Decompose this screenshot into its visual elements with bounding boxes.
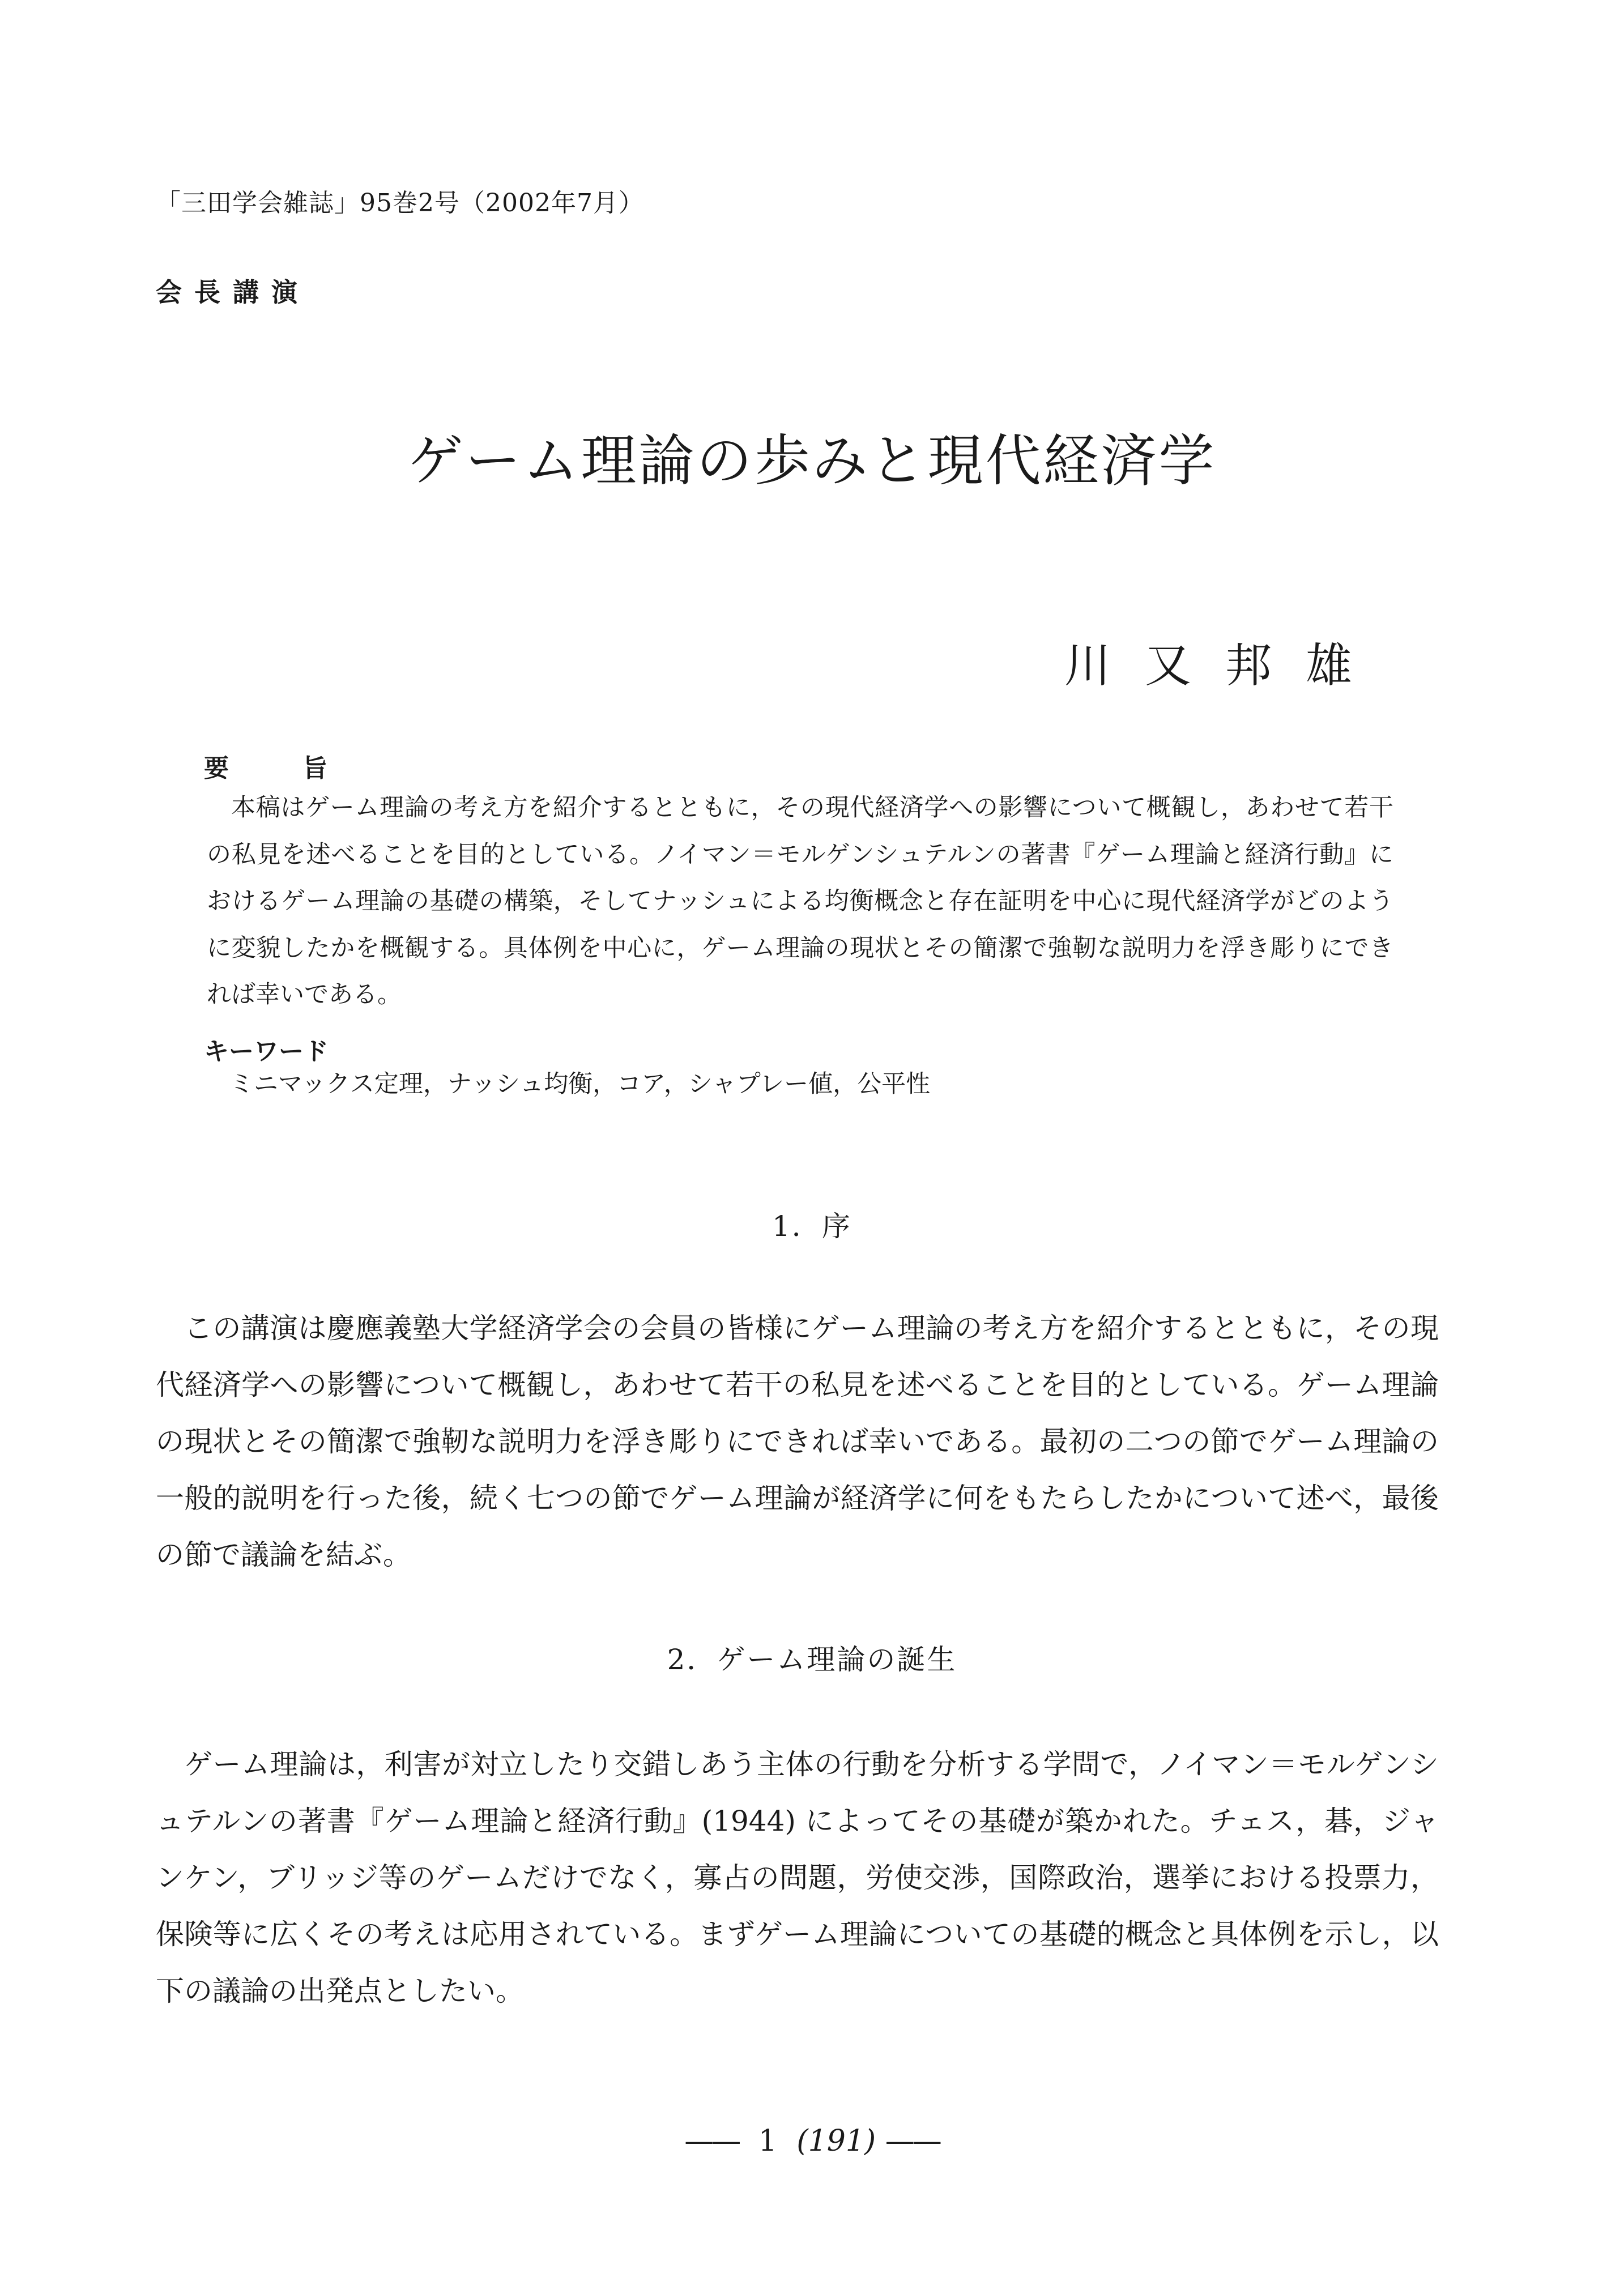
page-number: 1 xyxy=(758,2124,777,2158)
paper-title: ゲーム理論の歩みと現代経済学 xyxy=(407,429,1217,493)
keywords-list: ミニマックス定理，ナッシュ均衡，コア，シャプレー値，公平性 xyxy=(229,1070,931,1098)
page-footer xyxy=(0,2124,1624,2158)
keywords-heading: キーワード xyxy=(204,1037,329,1066)
abstract-body: 本稿はゲーム理論の考え方を紹介するとともに，その現代経済学への影響について概観し，あわせて若干の私見を述べることを目的としている。ノイマン＝モルゲンシュテルンの著書『ゲーム理論と経済行動』におけるゲーム理論の基礎の構築，そしてナッシュによる均衡概念と存在証明を中心に現代経済学がどのように変貌したかを概観する。具体例を中心に，ゲーム理論の現状とその簡潔で強靭な説明力を浮き彫りにできれば幸いである。 xyxy=(207,794,1393,1009)
journal-citation: 「三田学会雑誌」95巻2号（2002年7月） xyxy=(156,189,644,218)
section-heading-introduction: 1．序 xyxy=(772,1210,852,1243)
section-body-introduction: この講演は慶應義塾大学経済学会の会員の皆様にゲーム理論の考え方を紹介するとともに，その現代経済学への影響について概観し，あわせて若干の私見を述べることを目的としている。ゲーム理論の現状とその簡潔で強靭な説明力を浮き彫りにできれば幸いである。最初の二つの節でゲーム理論の一般的説明を行った後，続く七つの節でゲーム理論が経済学に何をもたらしたかについて述べ，最後の節で議論を結ぶ。 xyxy=(156,1312,1439,1571)
footer-dash-left: —— xyxy=(684,2124,739,2158)
abstract-heading: 要旨 xyxy=(204,754,401,783)
section-body-birth-of-game-theory: ゲーム理論は，利害が対立したり交錯しあう主体の行動を分析する学問で，ノイマン＝モルゲンシュテルンの著書『ゲーム理論と経済行動』(1944) によってその基礎が築かれた。チェス，碁，ジャンケン，ブリッジ等のゲームだけでなく，寡占の問題，労使交渉，国際政治，選挙における投票力，保険等に広くその考えは応用されている。まずゲーム理論についての基礎的概念と具体例を示し，以下の議論の出発点としたい。 xyxy=(156,1748,1439,2007)
page-number-original: (191) xyxy=(796,2124,876,2158)
section-label: 会長講演 xyxy=(156,277,310,308)
author-name: 川又邦雄 xyxy=(1064,639,1386,693)
footer-dash-right: —— xyxy=(885,2124,940,2158)
section-heading-birth-of-game-theory: 2．ゲーム理論の誕生 xyxy=(667,1643,957,1676)
